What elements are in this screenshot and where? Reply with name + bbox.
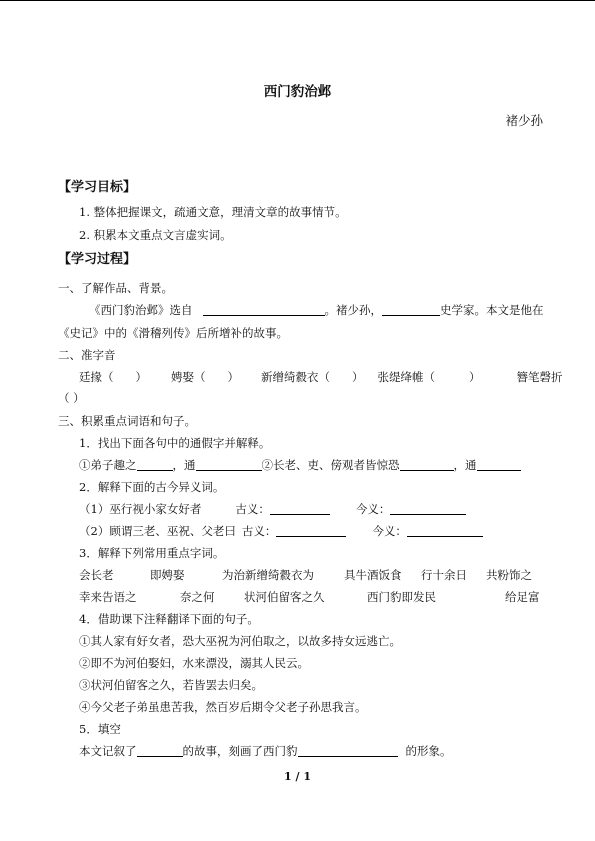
pron-item-5: 簪笔磬折 [516,370,563,384]
q2-r1-modern-blank[interactable] [390,502,466,515]
q3-row-1-item: 即娉娶 [150,568,185,582]
q3-row-1-item: 会长老 [79,568,114,582]
pron-item-1: 廷掾（ [79,370,114,384]
q2-r1-ancient-blank[interactable] [270,502,330,515]
q3-row-2-item: 状河伯留客之久 [244,590,325,604]
q3-row-2-item: 奈之何 [180,590,215,604]
top-border [0,0,595,1]
q4-sentence-1: ①其人家有好女者，恐大巫祝为河伯取之，以故多持女远逃亡。 [79,634,401,648]
q1-blank-4[interactable] [477,458,521,471]
q1-label: 1．找出下面各句中的通假字并解释。 [79,436,271,450]
q5-row: 本文记叙了 的故事，刻画了西门豹 的形象。 [79,744,452,758]
q2-label: 2．解释下面的古今异义词。 [79,480,225,494]
section-1-heading: 一、了解作品、背景。 [58,281,173,295]
goals-header: 【学习目标】 [58,180,137,195]
pron-item-5-paren: （ ） [58,391,85,405]
pron-item-3: 新缯绮縠衣（ [261,370,330,384]
q3-label: 3．解释下列常用重点字词。 [79,546,225,560]
q2-r2-modern-blank[interactable] [407,524,483,537]
author-text: 。褚少孙， [324,303,382,317]
q3-row-1-item: 具牛酒饭食 [344,568,402,582]
era-blank[interactable] [382,303,440,316]
q3-row-1-item: 行十余日 [421,568,467,582]
q4-label: 4．借助课下注释翻译下面的句子。 [79,612,259,626]
q5-blank-1[interactable] [137,744,183,757]
goal-item-1: 1. 整体把握课文，疏通文意，理清文章的故事情节。 [79,205,347,219]
q1-blank-2[interactable] [196,458,262,471]
q3-row-2-item: 给足富 [505,590,540,604]
page-number: 1 / 1 [284,770,311,783]
q2-row-2: （2）顾谓三老、巫祝、父老曰 古义： 今义： [79,523,483,539]
process-header: 【学习过程】 [58,252,137,267]
q1-blank-3[interactable] [400,458,454,471]
q3-row-2-item: 幸来告语之 [79,590,137,604]
section-2-heading: 二、准字音 [58,348,116,362]
historian-text: 史学家。本文是他在 [440,303,544,317]
source-label: 《西门豹治邺》选自 [89,303,193,317]
pron-item-4: 张缇绛帷（ [377,370,435,384]
section-3-heading: 三、积累重点词语和句子。 [58,414,196,428]
q2-row-1: （1）巫行视小家女好者 古义： 今义： [79,501,466,517]
q4-sentence-3: ③状河伯留客之久，若皆罢去归矣。 [79,678,263,692]
q4-sentence-4: ④今父老子弟虽患苦我，然百岁后期令父老子孙思我言。 [79,700,367,714]
q3-row-2-item: 西门豹即发民 [367,590,436,604]
q2-r2-ancient-blank[interactable] [276,524,346,537]
q4-sentence-2: ②即不为河伯娶妇，水来漂没，溺其人民云。 [79,656,309,670]
author-name: 褚少孙 [505,113,543,128]
q5-blank-2[interactable] [298,744,398,757]
source-blank[interactable] [203,303,325,316]
page-title: 西门豹治邺 [263,84,332,100]
q1-blank-1[interactable] [137,458,173,471]
pronunciation-row: 廷掾（ ） 娉娶（ ） 新缯绮縠衣（ ） 张缇绛帷（ ） 簪笔磬折 [79,370,563,384]
section-1-line-1 [89,302,544,318]
goal-item-2: 2. 积累本文重点文言虚实词。 [79,228,232,242]
q1-row: ①弟子趣之 ，通 ②长老、吏、傍观者皆惊恐 ，通 [79,457,521,473]
q3-row-1-item: 为治新缯绮縠衣为 [222,568,314,582]
q5-label: 5．填空 [79,722,121,736]
pron-item-2: 娉娶（ [171,370,206,384]
q3-row-1-item: 共粉饰之 [486,568,532,582]
section-1-line-2: 《史记》中的《滑稽列传》后所增补的故事。 [58,326,288,340]
